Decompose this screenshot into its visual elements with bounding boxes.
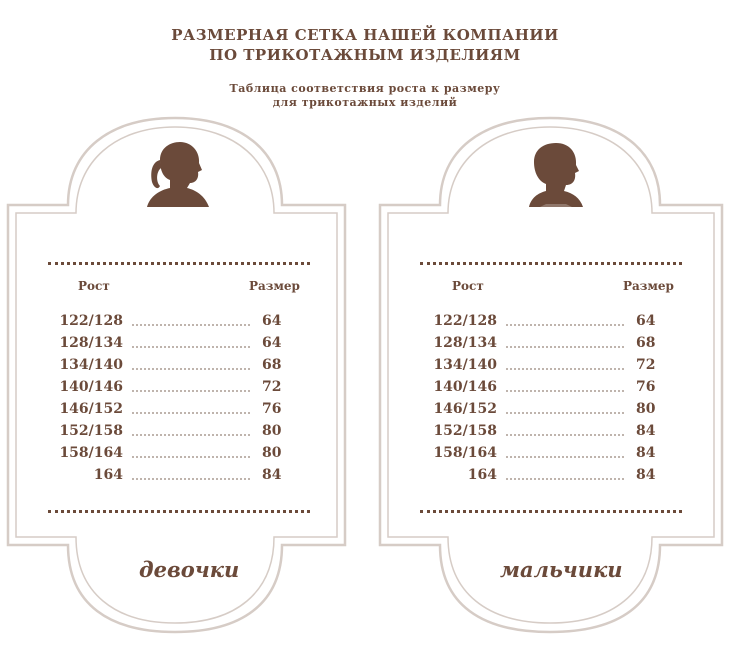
- dotted-leader: [506, 346, 624, 348]
- boys-table-row: [0, 467, 730, 489]
- size-value: 64: [262, 313, 282, 329]
- height-value: 122/128: [59, 313, 123, 329]
- height-value: 140/146: [59, 379, 123, 395]
- girls-col-size-header: Размер: [249, 279, 300, 293]
- dotted-leader: [506, 324, 624, 326]
- boys-col-height-header: Рост: [452, 279, 484, 293]
- height-value: 152/158: [433, 423, 497, 439]
- size-value: 80: [262, 423, 282, 439]
- dotted-leader: [506, 390, 624, 392]
- size-value: 64: [636, 313, 656, 329]
- boys-table-row: [0, 335, 730, 357]
- size-value: 80: [262, 445, 282, 461]
- height-value: 128/134: [433, 335, 497, 351]
- page-subtitle-line1: Таблица соответствия роста к размеру: [229, 82, 501, 95]
- boys-table-row: [0, 379, 730, 401]
- boys-table-row: [0, 445, 730, 467]
- size-value: 84: [636, 467, 656, 483]
- boys-table-row: [0, 401, 730, 423]
- size-value: 76: [262, 401, 282, 417]
- height-value: 164: [93, 467, 123, 483]
- size-value: 68: [262, 357, 282, 373]
- height-value: 134/140: [59, 357, 123, 373]
- boys-table-row: [0, 423, 730, 445]
- boys-table-row: [0, 357, 730, 379]
- boys-top-dotted-rule: [420, 262, 682, 265]
- girls-bottom-dotted-rule: [48, 510, 310, 513]
- height-value: 122/128: [433, 313, 497, 329]
- boys-col-size-header: Размер: [623, 279, 674, 293]
- girls-top-dotted-rule: [48, 262, 310, 265]
- height-value: 158/164: [59, 445, 123, 461]
- girls-label: девочки: [139, 557, 240, 582]
- page-title-line1: РАЗМЕРНАЯ СЕТКА НАШЕЙ КОМПАНИИ: [171, 26, 559, 44]
- girls-col-height-header: Рост: [78, 279, 110, 293]
- height-value: 146/152: [59, 401, 123, 417]
- height-value: 140/146: [433, 379, 497, 395]
- dotted-leader: [506, 434, 624, 436]
- boys-table-row: [0, 313, 730, 335]
- height-value: 134/140: [433, 357, 497, 373]
- size-value: 72: [262, 379, 282, 395]
- dotted-leader: [506, 478, 624, 480]
- page-subtitle-line2: для трикотажных изделий: [272, 96, 458, 109]
- size-value: 76: [636, 379, 656, 395]
- size-value: 64: [262, 335, 282, 351]
- dotted-leader: [506, 412, 624, 414]
- size-value: 84: [636, 445, 656, 461]
- size-value: 72: [636, 357, 656, 373]
- height-value: 164: [467, 467, 497, 483]
- size-value: 68: [636, 335, 656, 351]
- boys-label: мальчики: [500, 557, 623, 582]
- dotted-leader: [506, 456, 624, 458]
- size-value: 84: [636, 423, 656, 439]
- height-value: 152/158: [59, 423, 123, 439]
- height-value: 146/152: [433, 401, 497, 417]
- height-value: 128/134: [59, 335, 123, 351]
- boys-bottom-dotted-rule: [420, 510, 682, 513]
- page-title-line2: ПО ТРИКОТАЖНЫМ ИЗДЕЛИЯМ: [209, 46, 521, 64]
- dotted-leader: [506, 368, 624, 370]
- size-value: 84: [262, 467, 282, 483]
- height-value: 158/164: [433, 445, 497, 461]
- size-value: 80: [636, 401, 656, 417]
